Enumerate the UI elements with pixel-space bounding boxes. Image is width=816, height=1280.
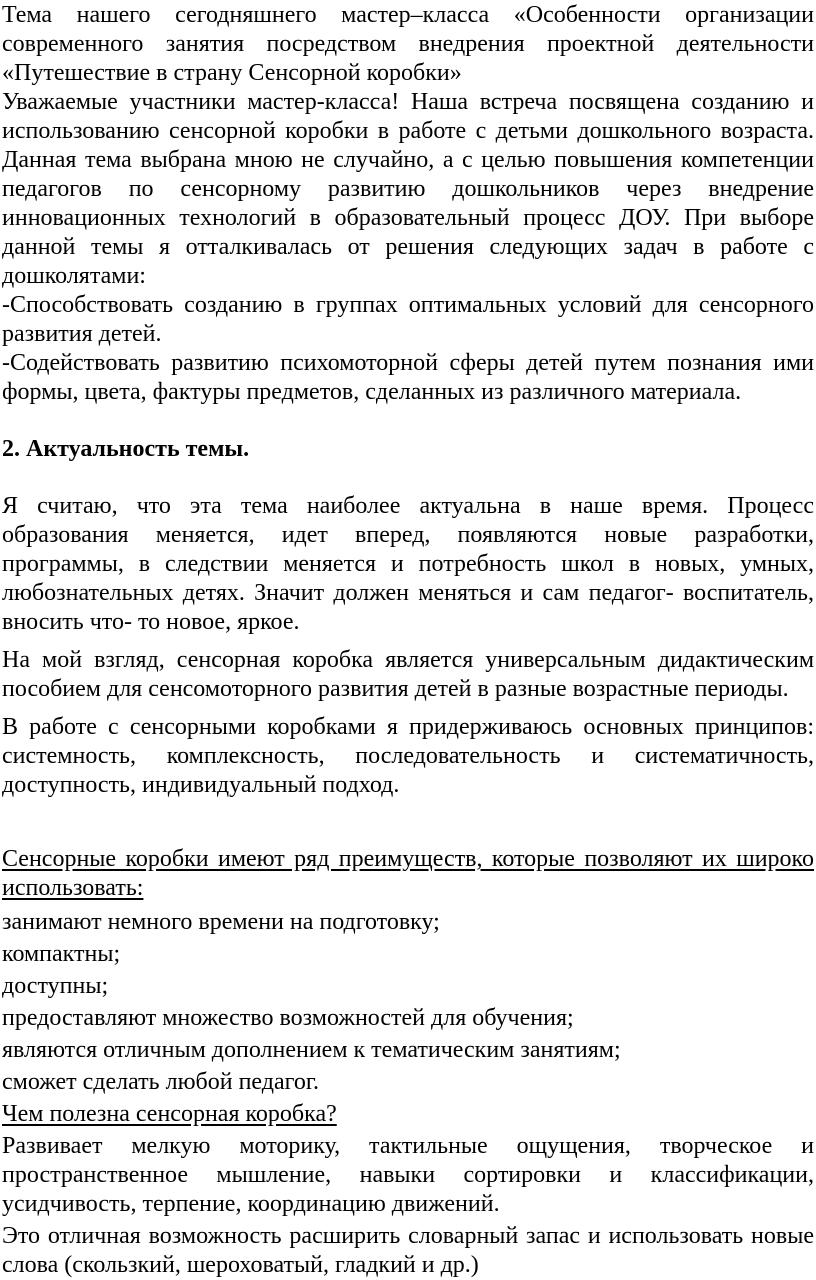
advantage-item: предоставляют множество возможностей для обучения; — [2, 1005, 574, 1031]
advantage-item: доступны; — [2, 973, 109, 999]
advantage-item: сможет сделать любой педагог. — [2, 1069, 319, 1095]
relevance-paragraph-3: В работе с сенсорными коробками я придерживаюсь основных принципов: системность, комплексность, последовательность и систематичность, доступность, индивидуальный подход. — [2, 714, 814, 798]
task-paragraph-1: -Способствовать созданию в группах оптимальных условий для сенсорного развития детей. — [2, 292, 814, 347]
topic-paragraph: Тема нашего сегодняшнего мастер–класса «Особенности организации современного занятия посредством внедрения проектной деятельности «Путешествие в страну Сенсорной коробки» — [2, 2, 814, 86]
advantage-item: являются отличным дополнением к тематическим занятиям; — [2, 1037, 621, 1063]
advantages-title: Сенсорные коробки имеют ряд преимуществ, которые позволяют их широко использовать: — [2, 846, 814, 901]
advantage-item: занимают немного времени на подготовку; — [2, 909, 440, 935]
benefits-paragraph-2: Это отличная возможность расширить словарный запас и использовать новые слова (скользкий, шероховатый, гладкий и др.) — [2, 1223, 814, 1278]
task-paragraph-2: -Содействовать развитию психомоторной сферы детей путем познания ими формы, цвета, фактуры предметов, сделанных из различного материала. — [2, 350, 814, 405]
document-page — [0, 1, 816, 1278]
advantage-item: компактны; — [2, 941, 121, 967]
section-heading-relevance: 2. Актуальность темы. — [2, 436, 250, 462]
benefits-title: Чем полезна сенсорная коробка? — [2, 1101, 337, 1127]
relevance-paragraph-1: Я считаю, что эта тема наиболее актуальна в наше время. Процесс образования меняется, идет вперед, появляются новые разработки, программы, в следствии меняется и потребность школ в новых, умных, любознательных детях. Значит должен меняться и сам педагог- воспитатель, вносить что- то новое, яркое. — [2, 493, 814, 635]
greeting-paragraph: Уважаемые участники мастер-класса! Наша встреча посвящена созданию и использованию сенсорной коробки в работе с детьми дошкольного возраста. Данная тема выбрана мною не случайно, а с целью повышения компетенции педагогов по сенсорному развитию дошкольников через внедрение инновационных технологий в образовательный процесс ДОУ. При выборе данной темы я отталкивалась от решения следующих задач в работе с дошколятами: — [2, 89, 814, 289]
advantages-list — [2, 908, 814, 1097]
benefits-paragraph-1: Развивает мелкую моторику, тактильные ощущения, творческое и пространственное мышление, навыки сортировки и классификации, усидчивость, терпение, координацию движений. — [2, 1133, 814, 1217]
relevance-paragraph-2: На мой взгляд, сенсорная коробка является универсальным дидактическим пособием для сенсомоторного развития детей в разные возрастные периоды. — [2, 647, 814, 702]
